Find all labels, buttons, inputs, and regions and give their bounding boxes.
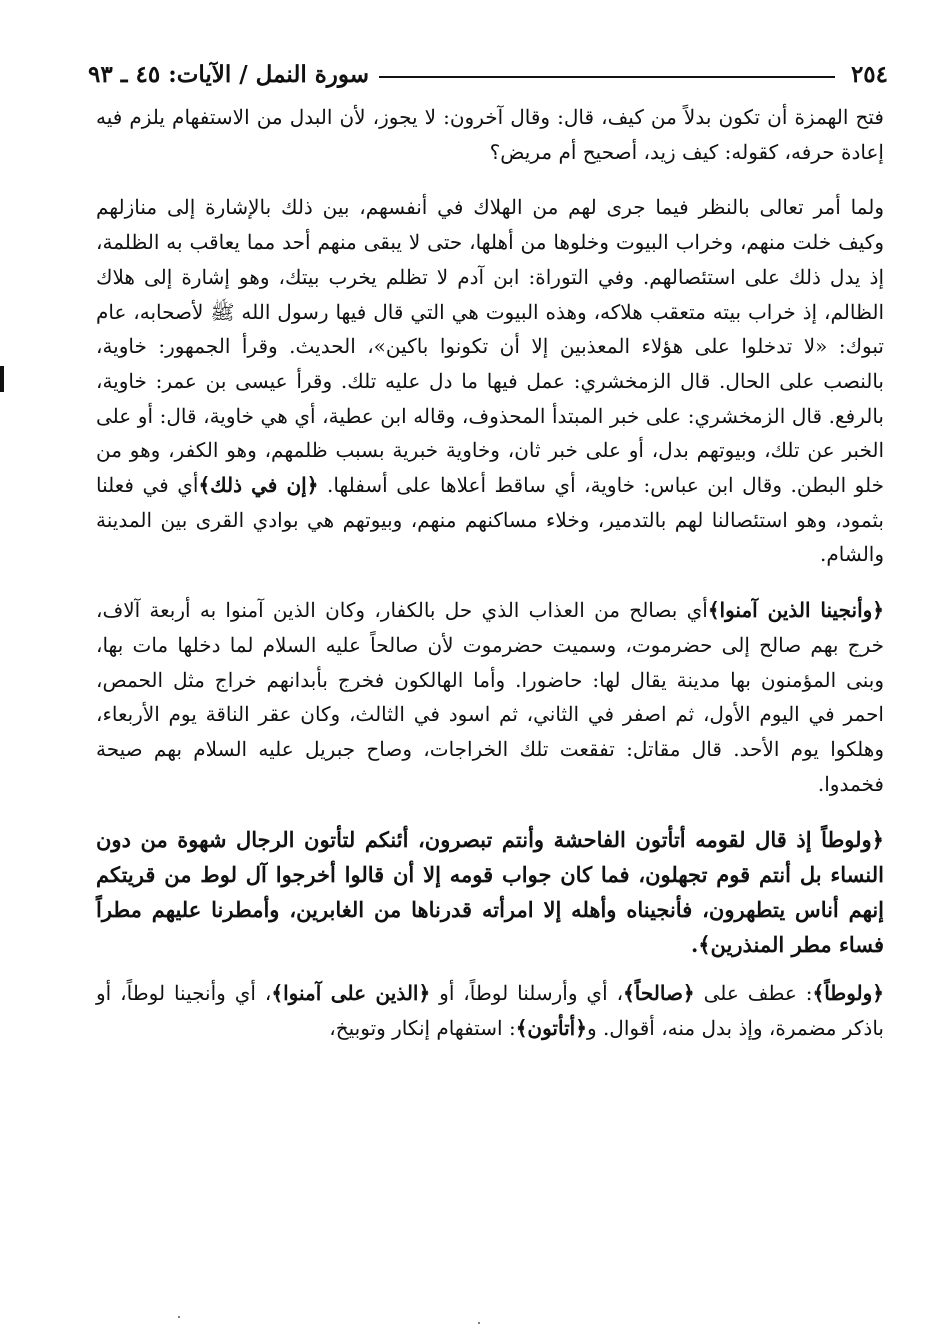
paragraph-intro: [96, 100, 884, 169]
paragraph-lut: [96, 976, 884, 1045]
quran-ref: ﴿إن في ذلك﴾: [198, 473, 319, 498]
paragraph-text: : عطف على: [703, 981, 813, 1006]
quran-ref: ﴿أتأتون﴾: [515, 1016, 587, 1041]
paragraph-salih: [96, 593, 884, 801]
running-header: [88, 52, 888, 96]
paragraph-text: فتح الهمزة أن تكون بدلاً من كيف، قال: وقال آخرون: لا يجوز، لأن البدل من الاستفهام يلزم فيه إعادة حرفه، كقوله: كيف زيد، أصحيح أم مريض؟: [96, 105, 884, 164]
quran-verse-block: [96, 822, 884, 962]
paragraph-text: ، أي وأنجينا لوطاً، أو باذكر مضمرة، وإذ بدل منه، أقوال. و: [96, 981, 884, 1041]
page-number: ٢٥٤: [850, 60, 888, 88]
surah-ayat-title: سورة النمل / الآيات: ٤٥ ـ ٩٣: [88, 60, 370, 88]
paragraph-text: أي في فعلنا بثمود، وهو استئصالنا لهم بالتدمير، وخلاء مساكنهم منهم، وبيوتهم هي بوادي القرى بين المدينة والشام.: [96, 473, 884, 567]
paragraph-text: ولما أمر تعالى بالنظر فيما جرى لهم من الهلاك في أنفسهم، بين ذلك بالإشارة إلى منازلهم وكيف خلت منهم، وخراب البيوت وخلوها من أهلها، حتى لا يبقى منهم أحد مما يعاقب به الظلمة، إذ يدل ذلك على استئصالهم. وفي التوراة: ابن آدم لا تظلم يخرب بيتك، وهو إشارة إلى هلاك الظالم، إذ خراب بيته متعقب هلاكه، وهذه البيوت هي التي قال فيها رسول الله ﷺ لأصحابه، عام تبوك: «لا تدخلوا على هؤلاء المعذبين إلا أن تكونوا باكين»، الحديث. وقرأ الجمهور: خاوية، بالنصب على الحال. قال الزمخشري: عمل فيها ما دل عليه تلك. وقرأ عيسى بن عمر: خاوية، بالرفع. قال الزمخشري: على خبر المبتدأ المحذوف، وقاله ابن عطية، أي هي خاوية، قال: أو على الخبر عن تلك، وبيوتهم بدل، أو على خبر ثان، وخاوية خبرية بسبب ظلمهم، وهو الكفر، وهو من خلو البطن. وقال ابن عباس: خاوية، أي ساقط أعلاها على أسفلها.: [96, 195, 884, 498]
scan-speck: [178, 1316, 180, 1318]
quran-ref: ﴿الذين على آمنوا﴾: [271, 981, 431, 1006]
paragraph-houses: [96, 190, 884, 572]
paragraph-text: أي بصالح من العذاب الذي حل بالكفار، وكان الذين آمنوا به أربعة آلاف، خرج بهم صالح إلى حضرموت، وسميت حضرموت لأن صالحاً عليه السلام لما دخلها مات بها، وبنى المؤمنون بها مدينة يقال لها: حاضورا. وأما الهالكون فخرج بأبدانهم خراج مثل الحمص، احمر في اليوم الأول، ثم اصفر في الثاني، ثم اسود في الثالث، وكان عقر الناقة يوم الأربعاء، وهلكوا يوم الأحد. قال مقاتل: تفقعت تلك الخراجات، وصاح جبريل عليه السلام بهم صيحة فخمدوا.: [96, 598, 885, 796]
paragraph-text: ، أي وأرسلنا لوطاً، أو: [439, 981, 624, 1006]
header-rule: [379, 76, 835, 78]
paragraph-text: : استفهام إنكار وتوبيخ،: [329, 1016, 516, 1041]
quran-ref: ﴿ولوطاً﴾: [812, 981, 885, 1006]
scan-speck: [478, 1322, 480, 1324]
quran-ref: ﴿صالحاً﴾: [623, 981, 695, 1006]
quran-ref: ﴿وأنجينا الذين آمنوا﴾: [707, 598, 885, 623]
scan-edge-mark: [0, 366, 4, 392]
verse-text: ﴿ولوطاً إذ قال لقومه أتأتون الفاحشة وأنتم تبصرون، أئنكم لتأتون الرجال شهوة من دون النساء بل أنتم قوم تجهلون، فما كان جواب قومه إلا أن قالوا أخرجوا آل لوط من قريتكم إنهم أناس يتطهرون، فأنجيناه وأهله إلا امرأته قدرناها من الغابرين، وأمطرنا عليهم مطراً فساء مطر المنذرين﴾.: [96, 827, 884, 958]
page-body: [96, 100, 884, 1067]
